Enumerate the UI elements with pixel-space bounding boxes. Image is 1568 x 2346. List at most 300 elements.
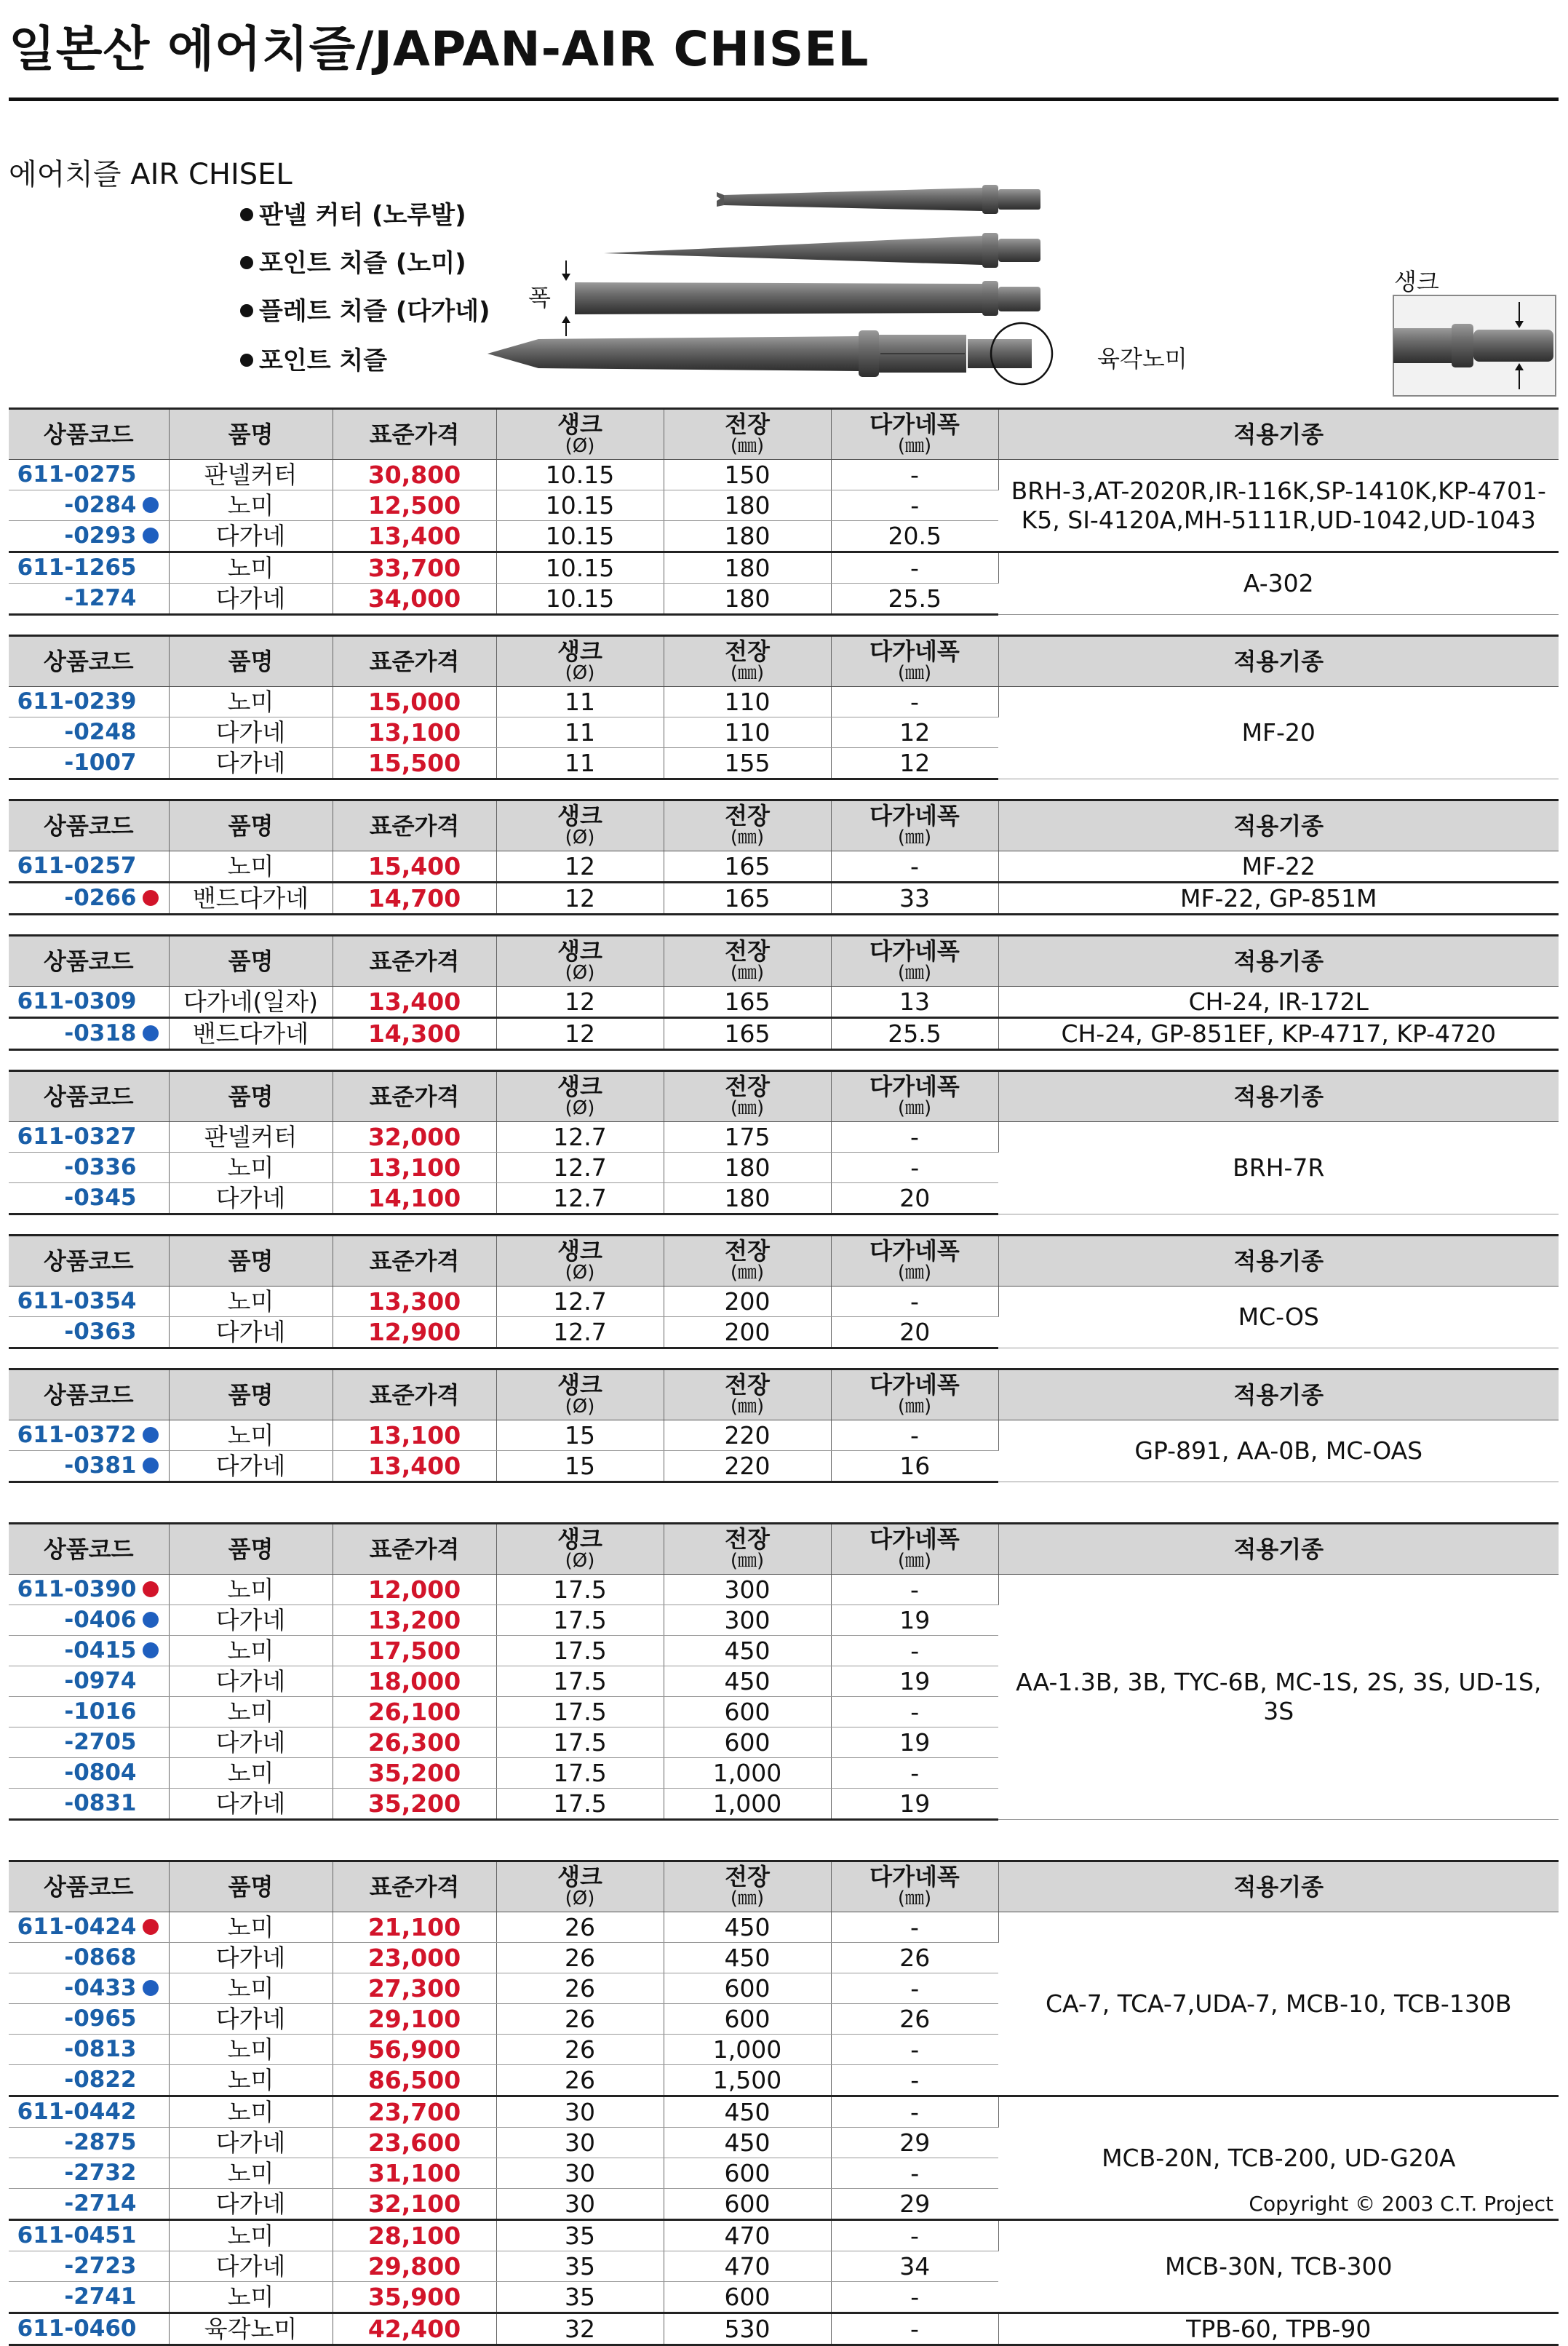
no-marker [143,1324,159,1340]
total-length: 600 [664,2189,831,2220]
shank-diameter: 35 [496,2282,664,2313]
red-dot-icon [143,1581,159,1597]
no-marker [143,2072,159,2088]
product-name: 다가네 [169,2251,333,2282]
total-length: 300 [664,1575,831,1605]
product-table [9,799,1559,915]
title-rule [9,98,1559,101]
product-name: 노미 [169,1758,333,1789]
standard-price: 15,500 [333,748,496,779]
header-width: 다가네폭 (㎜) [831,409,998,460]
standard-price: 13,400 [333,987,496,1018]
product-code: -1016 [9,1697,169,1727]
header-length: 전장 (㎜) [664,1369,831,1420]
total-length: 470 [664,2220,831,2251]
product-code: -0831 [9,1789,169,1820]
standard-price: 18,000 [333,1666,496,1697]
header-shank: 생크 (Ø) [496,409,664,460]
header-length: 전장 (㎜) [664,636,831,687]
blue-dot-icon [143,1642,159,1658]
header-length: 전장 (㎜) [664,409,831,460]
header-width: 다가네폭 (㎜) [831,1861,998,1912]
table-spacer [9,780,1559,799]
chisel-width: - [831,687,998,717]
standard-price: 15,400 [333,851,496,883]
product-name: 다가네 [169,1317,333,1348]
product-name: 노미 [169,2282,333,2313]
no-marker [143,1734,159,1750]
compatible-models: GP-891, AA-0B, MC-OAS [998,1420,1559,1482]
product-name: 밴드다가네 [169,883,333,915]
product-code: 611-0354 [9,1287,169,1317]
table-row [9,2220,1559,2251]
shank-diameter: 26 [496,1973,664,2004]
point-chisel-nomi-icon [604,233,1040,268]
total-length: 600 [664,2004,831,2035]
shank-diameter: 35 [496,2251,664,2282]
product-code: -2732 [9,2158,169,2189]
no-marker [143,2165,159,2181]
product-name: 다가네 [169,1666,333,1697]
compatible-models: MC-OS [998,1287,1559,1348]
header-models: 적용기종 [998,1524,1559,1575]
shank-diameter: 32 [496,2313,664,2345]
product-name: 판넬커터 [169,460,333,490]
no-marker [143,2104,159,2120]
total-length: 180 [664,552,831,584]
standard-price: 35,200 [333,1758,496,1789]
table-row [9,687,1559,717]
compatible-models: CA-7, TCA-7,UDA-7, MCB-10, TCB-130B [998,1912,1559,2096]
header-code: 상품코드 [9,636,169,687]
shank-diameter: 30 [496,2128,664,2158]
table-header-row [9,1524,1559,1575]
product-name: 노미 [169,2158,333,2189]
product-name: 다가네 [169,717,333,748]
product-table [9,1368,1559,1483]
header-length: 전장 (㎜) [664,1861,831,1912]
product-code: 611-0460 [9,2313,169,2345]
standard-price: 21,100 [333,1912,496,1943]
header-width: 다가네폭 (㎜) [831,800,998,851]
product-code: 611-0424 [9,1912,169,1943]
total-length: 600 [664,1973,831,2004]
header-shank: 생크 (Ø) [496,636,664,687]
product-name: 다가네 [169,521,333,552]
product-name: 다가네 [169,1789,333,1820]
total-length: 600 [664,2282,831,2313]
compatible-models: AA-1.3B, 3B, TYC-6B, MC-1S, 2S, 3S, UD-1S, 3S [998,1575,1559,1820]
product-name: 노미 [169,2035,333,2065]
header-code: 상품코드 [9,1524,169,1575]
standard-price: 26,300 [333,1727,496,1758]
standard-price: 13,300 [333,1287,496,1317]
product-name: 노미 [169,2065,333,2096]
no-marker [143,1765,159,1781]
chisel-width: 19 [831,1789,998,1820]
total-length: 110 [664,687,831,717]
product-name: 밴드다가네 [169,1018,333,1050]
standard-price: 23,700 [333,2096,496,2128]
header-length: 전장 (㎜) [664,1524,831,1575]
product-code: 611-0390 [9,1575,169,1605]
header-code: 상품코드 [9,409,169,460]
table-header-row [9,1861,1559,1912]
total-length: 200 [664,1287,831,1317]
shank-diameter: 12 [496,883,664,915]
chisel-width: - [831,2065,998,2096]
standard-price: 26,100 [333,1697,496,1727]
flat-chisel-icon [575,281,1040,316]
table-row [9,2313,1559,2345]
legend-item-point-chisel-nomi: 포인트 치즐 (노미) [240,243,466,279]
chisel-width: - [831,1912,998,1943]
chisel-width: 29 [831,2128,998,2158]
header-price: 표준가격 [333,1236,496,1287]
blue-dot-icon [143,528,159,544]
product-code: -0804 [9,1758,169,1789]
standard-price: 28,100 [333,2220,496,2251]
no-marker [143,560,159,576]
shank-label: 생크 [1394,268,1439,295]
total-length: 450 [664,1636,831,1666]
standard-price: 35,200 [333,1789,496,1820]
table-header-row [9,1369,1559,1420]
shank-diameter: 17.5 [496,1575,664,1605]
no-marker [143,693,159,709]
product-name: 다가네 [169,2189,333,2220]
shank-diameter: 12.7 [496,1153,664,1183]
table-row [9,552,1559,584]
standard-price: 14,300 [333,1018,496,1050]
compatible-models: CH-24, GP-851EF, KP-4717, KP-4720 [998,1018,1559,1050]
product-code: -2741 [9,2282,169,2313]
product-code: 611-0451 [9,2220,169,2251]
header-price: 표준가격 [333,1369,496,1420]
header-models: 적용기종 [998,1861,1559,1912]
chisel-width: - [831,2313,998,2345]
table-row [9,851,1559,883]
standard-price: 14,700 [333,883,496,915]
product-name: 노미 [169,1973,333,2004]
total-length: 180 [664,490,831,521]
total-length: 180 [664,584,831,615]
no-marker [143,2321,159,2337]
header-models: 적용기종 [998,1236,1559,1287]
shank-diameter: 26 [496,1912,664,1943]
blue-dot-icon [143,1025,159,1041]
header-code: 상품코드 [9,800,169,851]
no-marker [143,2011,159,2027]
shank-diameter: 15 [496,1420,664,1451]
table-spacer [9,1483,1559,1522]
no-marker [143,1293,159,1309]
standard-price: 29,800 [333,2251,496,2282]
total-length: 1,500 [664,2065,831,2096]
compatible-models: MCB-20N, TCB-200, UD-G20A [998,2096,1559,2220]
legend-item-panel-cutter: 판넬 커터 (노루발) [240,195,466,231]
product-code: -0813 [9,2035,169,2065]
legend-item-flat-chisel: 플레트 치즐 (다가네) [240,291,490,327]
standard-price: 12,000 [333,1575,496,1605]
table-header-row [9,1236,1559,1287]
product-code: -0381 [9,1451,169,1482]
header-length: 전장 (㎜) [664,800,831,851]
table-row [9,460,1559,490]
chisel-width: - [831,1420,998,1451]
chisel-width: 19 [831,1727,998,1758]
total-length: 180 [664,1153,831,1183]
header-models: 적용기종 [998,1369,1559,1420]
product-code: -1007 [9,748,169,779]
header-length: 전장 (㎜) [664,1071,831,1122]
no-marker [143,1159,159,1175]
product-name: 노미 [169,552,333,584]
shank-diameter: 26 [496,2065,664,2096]
chisel-width: - [831,1122,998,1153]
product-table [9,1860,1559,2346]
shank-diameter: 10.15 [496,460,664,490]
product-name: 다가네 [169,584,333,615]
product-code: 611-0442 [9,2096,169,2128]
chisel-width: 26 [831,1943,998,1973]
copyright: Copyright © 2003 C.T. Project [1249,2192,1553,2216]
product-name: 다가네(일자) [169,987,333,1018]
compatible-models: MF-20 [998,687,1559,779]
standard-price: 13,100 [333,717,496,748]
product-code: -0345 [9,1183,169,1214]
total-length: 180 [664,1183,831,1214]
header-name: 품명 [169,1236,333,1287]
total-length: 450 [664,2096,831,2128]
product-name: 다가네 [169,2128,333,2158]
product-name: 다가네 [169,1943,333,1973]
table-header-row [9,936,1559,987]
chisel-width: - [831,1575,998,1605]
header-price: 표준가격 [333,800,496,851]
total-length: 530 [664,2313,831,2345]
product-table [9,1522,1559,1821]
table-header-row [9,800,1559,851]
product-code: -0822 [9,2065,169,2096]
legend-item-point-chisel: 포인트 치즐 [240,341,387,376]
standard-price: 86,500 [333,2065,496,2096]
total-length: 220 [664,1420,831,1451]
total-length: 450 [664,1912,831,1943]
header-code: 상품코드 [9,936,169,987]
product-name: 다가네 [169,2004,333,2035]
table-header-row [9,409,1559,460]
header-width: 다가네폭 (㎜) [831,636,998,687]
product-table [9,934,1559,1051]
standard-price: 29,100 [333,2004,496,2035]
compatible-models: A-302 [998,552,1559,615]
product-table [9,1234,1559,1349]
table-spacer [9,1349,1559,1368]
no-marker [143,993,159,1009]
header-shank: 생크 (Ø) [496,1524,664,1575]
total-length: 1,000 [664,1789,831,1820]
product-name: 노미 [169,1912,333,1943]
header-width: 다가네폭 (㎜) [831,1369,998,1420]
table-row [9,1912,1559,1943]
shank-diameter: 10.15 [496,552,664,584]
width-label: 폭 [528,284,551,311]
no-marker [143,2041,159,2057]
shank-diameter: 17.5 [496,1697,664,1727]
blue-dot-icon [143,497,159,513]
header-width: 다가네폭 (㎜) [831,936,998,987]
product-code: -0965 [9,2004,169,2035]
total-length: 450 [664,1666,831,1697]
product-code: 611-1265 [9,552,169,584]
total-length: 150 [664,460,831,490]
shank-diameter: 30 [496,2096,664,2128]
shank-diameter: 17.5 [496,1666,664,1697]
product-code: 611-0309 [9,987,169,1018]
standard-price: 12,500 [333,490,496,521]
standard-price: 12,900 [333,1317,496,1348]
header-name: 품명 [169,1369,333,1420]
shank-diameter: 11 [496,748,664,779]
no-marker [143,2289,159,2305]
shank-diameter: 26 [496,1943,664,1973]
shank-diameter: 35 [496,2220,664,2251]
chisel-width: - [831,2158,998,2189]
no-marker [143,1190,159,1206]
no-marker [143,2134,159,2150]
shank-diameter: 12 [496,987,664,1018]
product-name: 노미 [169,1636,333,1666]
standard-price: 31,100 [333,2158,496,2189]
header-name: 품명 [169,1861,333,1912]
shank-diameter: 12.7 [496,1183,664,1214]
chisel-width: - [831,1636,998,1666]
bullet-icon [240,256,253,269]
header-code: 상품코드 [9,1861,169,1912]
chisel-width: 13 [831,987,998,1018]
product-code: -0415 [9,1636,169,1666]
product-code: 611-0372 [9,1420,169,1451]
chisel-width: - [831,460,998,490]
table-row [9,2096,1559,2128]
total-length: 600 [664,2158,831,2189]
total-length: 450 [664,1943,831,1973]
no-marker [143,1949,159,1965]
compatible-models: MCB-30N, TCB-300 [998,2220,1559,2313]
product-code: -0433 [9,1973,169,2004]
product-name: 노미 [169,490,333,521]
shank-diameter: 15 [496,1451,664,1482]
shank-diameter: 17.5 [496,1727,664,1758]
shank-diameter: 12 [496,1018,664,1050]
shank-diameter: 10.15 [496,584,664,615]
total-length: 175 [664,1122,831,1153]
chisel-width: 33 [831,883,998,915]
no-marker [143,466,159,482]
red-dot-icon [143,890,159,906]
header-shank: 생크 (Ø) [496,800,664,851]
header-name: 품명 [169,936,333,987]
table-row [9,987,1559,1018]
table-row [9,883,1559,915]
product-name: 다가네 [169,748,333,779]
product-name: 노미 [169,1287,333,1317]
hex-point-chisel-icon [487,323,1052,384]
table-row [9,1420,1559,1451]
table-spacer [9,1215,1559,1234]
chisel-width: 29 [831,2189,998,2220]
table-header-row [9,1071,1559,1122]
chisel-width: - [831,2220,998,2251]
compatible-models: MF-22, GP-851M [998,883,1559,915]
header-price: 표준가격 [333,636,496,687]
chisel-width: - [831,1697,998,1727]
chisel-width: 19 [831,1666,998,1697]
product-name: 다가네 [169,1451,333,1482]
product-code: -0293 [9,521,169,552]
total-length: 220 [664,1451,831,1482]
no-marker [143,755,159,771]
product-code: -0974 [9,1666,169,1697]
header-models: 적용기종 [998,936,1559,987]
product-name: 노미 [169,1153,333,1183]
chisel-width: 20 [831,1183,998,1214]
product-code: -0266 [9,883,169,915]
hex-chisel-label: 육각노미 [1097,345,1187,373]
shank-diameter: 17.5 [496,1605,664,1636]
table-row [9,1018,1559,1050]
product-code: -0363 [9,1317,169,1348]
compatible-models: BRH-3,AT-2020R,IR-116K,SP-1410K,KP-4701-K5, SI-4120A,MH-5111R,UD-1042,UD-1043 [998,460,1559,552]
header-models: 적용기종 [998,1071,1559,1122]
standard-price: 23,000 [333,1943,496,1973]
chisel-width: - [831,1153,998,1183]
standard-price: 13,200 [333,1605,496,1636]
bullet-icon [240,354,253,367]
table-spacer [9,1051,1559,1070]
bullet-icon [240,304,253,317]
table-header-row [9,636,1559,687]
product-code: -0868 [9,1943,169,1973]
chisel-width: 12 [831,748,998,779]
header-code: 상품코드 [9,1369,169,1420]
shank-diameter: 12 [496,851,664,883]
shank-diameter: 10.15 [496,490,664,521]
chisel-width: - [831,552,998,584]
total-length: 155 [664,748,831,779]
chisel-width: - [831,1973,998,2004]
standard-price: 13,100 [333,1420,496,1451]
standard-price: 42,400 [333,2313,496,2345]
header-shank: 생크 (Ø) [496,1369,664,1420]
standard-price: 14,100 [333,1183,496,1214]
product-name: 노미 [169,1575,333,1605]
shank-diameter: 11 [496,717,664,748]
blue-dot-icon [143,1980,159,1996]
header-name: 품명 [169,1071,333,1122]
product-name: 노미 [169,2096,333,2128]
compatible-models: TPB-60, TPB-90 [998,2313,1559,2345]
table-spacer [9,915,1559,934]
shank-diameter: 26 [496,2035,664,2065]
header-price: 표준가격 [333,1524,496,1575]
width-arrow-icon [562,261,570,336]
blue-dot-icon [143,1458,159,1474]
product-code: -2705 [9,1727,169,1758]
header-code: 상품코드 [9,1071,169,1122]
header-models: 적용기종 [998,409,1559,460]
